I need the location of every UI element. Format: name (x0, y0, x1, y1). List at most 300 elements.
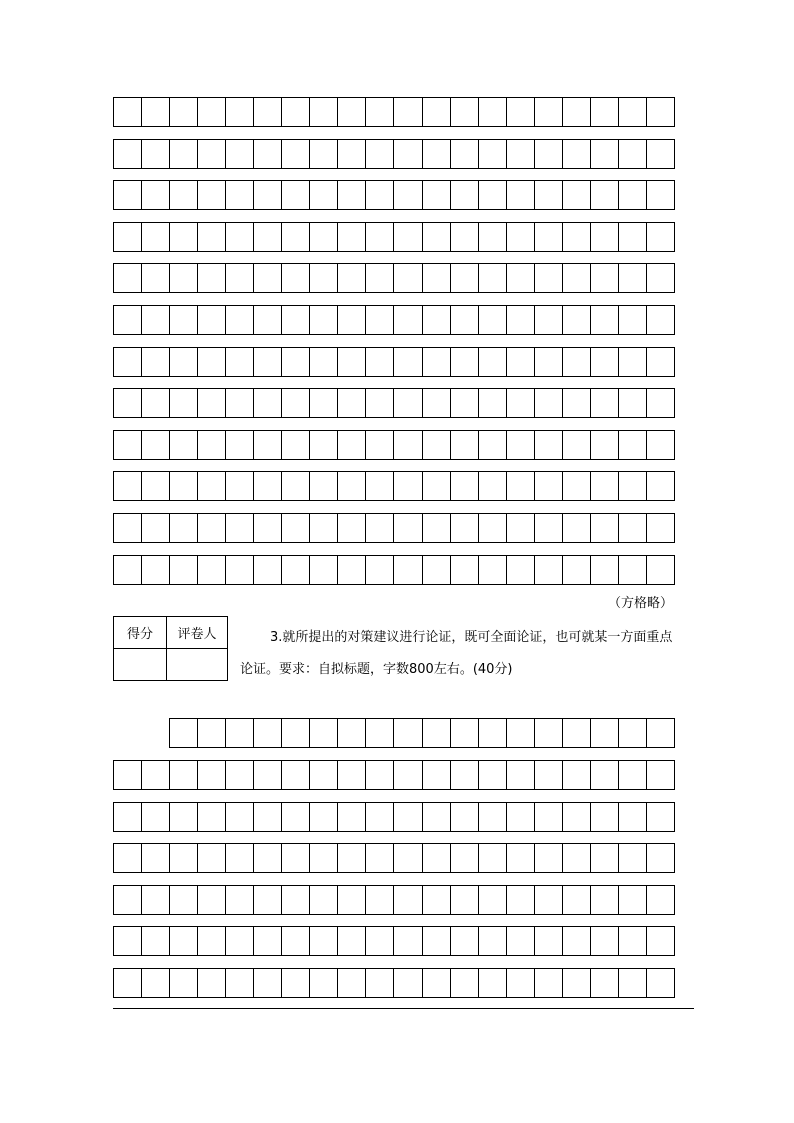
grid-cell[interactable] (113, 180, 142, 210)
grid-cell[interactable] (365, 222, 394, 252)
grid-cell[interactable] (281, 347, 310, 377)
grid-cell[interactable] (646, 885, 675, 915)
grid-cell[interactable] (113, 139, 142, 169)
grid-cell[interactable] (141, 843, 170, 873)
grid-cell[interactable] (534, 139, 563, 169)
grid-cell[interactable] (478, 180, 507, 210)
grid-cell[interactable] (253, 222, 282, 252)
grid-cell[interactable] (113, 926, 142, 956)
grid-cell[interactable] (309, 97, 338, 127)
grid-cell[interactable] (281, 471, 310, 501)
grid-cell[interactable] (450, 139, 479, 169)
grid-cell[interactable] (422, 471, 451, 501)
grid-cell[interactable] (365, 718, 394, 748)
grid-cell[interactable] (618, 760, 647, 790)
grid-cell[interactable] (225, 347, 254, 377)
grid-cell[interactable] (590, 222, 619, 252)
grid-cell[interactable] (618, 180, 647, 210)
grid-cell[interactable] (337, 97, 366, 127)
grid-cell[interactable] (618, 802, 647, 832)
grid-cell[interactable] (169, 718, 198, 748)
grid-cell[interactable] (534, 471, 563, 501)
grid-cell[interactable] (253, 968, 282, 998)
grid-cell[interactable] (562, 388, 591, 418)
grid-cell[interactable] (562, 926, 591, 956)
grid-cell[interactable] (197, 263, 226, 293)
grid-cell[interactable] (365, 968, 394, 998)
grid-cell[interactable] (253, 760, 282, 790)
grid-cell[interactable] (169, 513, 198, 543)
grid-cell[interactable] (646, 305, 675, 335)
grid-cell[interactable] (337, 347, 366, 377)
grid-cell[interactable] (506, 513, 535, 543)
grid-cell[interactable] (309, 802, 338, 832)
grid-cell[interactable] (618, 305, 647, 335)
grid-cell[interactable] (450, 760, 479, 790)
grid-cell[interactable] (393, 139, 422, 169)
grid-cell[interactable] (478, 430, 507, 460)
grid-cell[interactable] (450, 513, 479, 543)
grid-cell[interactable] (197, 968, 226, 998)
grid-cell[interactable] (253, 97, 282, 127)
grid-cell[interactable] (365, 305, 394, 335)
grid-cell[interactable] (562, 180, 591, 210)
grid-cell[interactable] (141, 885, 170, 915)
grid-cell[interactable] (365, 430, 394, 460)
grid-cell[interactable] (422, 388, 451, 418)
grid-cell[interactable] (393, 926, 422, 956)
grid-cell[interactable] (365, 555, 394, 585)
grid-cell[interactable] (478, 555, 507, 585)
grid-cell[interactable] (337, 760, 366, 790)
grid-cell[interactable] (393, 968, 422, 998)
grid-cell[interactable] (365, 139, 394, 169)
grid-cell[interactable] (422, 926, 451, 956)
grid-cell[interactable] (450, 97, 479, 127)
grid-cell[interactable] (365, 513, 394, 543)
grid-cell[interactable] (393, 718, 422, 748)
grid-cell[interactable] (534, 347, 563, 377)
grid-cell[interactable] (337, 305, 366, 335)
grid-cell[interactable] (562, 305, 591, 335)
grid-cell[interactable] (562, 760, 591, 790)
grid-cell[interactable] (646, 718, 675, 748)
grid-cell[interactable] (450, 718, 479, 748)
grid-cell[interactable] (141, 388, 170, 418)
grid-cell[interactable] (422, 263, 451, 293)
grid-cell[interactable] (590, 263, 619, 293)
grid-cell[interactable] (253, 513, 282, 543)
grid-cell[interactable] (590, 843, 619, 873)
grid-cell[interactable] (141, 180, 170, 210)
grid-cell[interactable] (337, 180, 366, 210)
grid-cell[interactable] (450, 843, 479, 873)
grid-cell[interactable] (197, 926, 226, 956)
grid-cell[interactable] (365, 885, 394, 915)
grid-cell[interactable] (309, 139, 338, 169)
grid-cell[interactable] (562, 222, 591, 252)
grid-cell[interactable] (646, 926, 675, 956)
grid-cell[interactable] (169, 305, 198, 335)
grid-cell[interactable] (450, 347, 479, 377)
grid-cell[interactable] (169, 97, 198, 127)
grid-cell[interactable] (225, 718, 254, 748)
grid-cell[interactable] (450, 222, 479, 252)
grid-cell[interactable] (506, 718, 535, 748)
grid-cell[interactable] (253, 139, 282, 169)
grid-cell[interactable] (450, 968, 479, 998)
grid-cell[interactable] (141, 430, 170, 460)
grid-cell[interactable] (562, 263, 591, 293)
grid-cell[interactable] (534, 843, 563, 873)
grid-cell[interactable] (562, 139, 591, 169)
grid-cell[interactable] (225, 180, 254, 210)
grid-cell[interactable] (646, 388, 675, 418)
grid-cell[interactable] (393, 305, 422, 335)
grid-cell[interactable] (422, 347, 451, 377)
grid-cell[interactable] (225, 263, 254, 293)
grid-cell[interactable] (169, 180, 198, 210)
grid-cell[interactable] (618, 513, 647, 543)
grid-cell[interactable] (506, 222, 535, 252)
grid-cell[interactable] (590, 388, 619, 418)
grid-cell[interactable] (169, 802, 198, 832)
grid-cell[interactable] (225, 471, 254, 501)
grid-cell[interactable] (478, 305, 507, 335)
grid-cell[interactable] (646, 139, 675, 169)
grid-cell[interactable] (562, 718, 591, 748)
grid-cell[interactable] (422, 222, 451, 252)
grid-cell[interactable] (113, 843, 142, 873)
grid-cell[interactable] (618, 347, 647, 377)
grid-cell[interactable] (365, 802, 394, 832)
grid-cell[interactable] (197, 139, 226, 169)
grid-cell[interactable] (225, 802, 254, 832)
grid-cell[interactable] (618, 222, 647, 252)
grid-cell[interactable] (422, 718, 451, 748)
grid-cell[interactable] (309, 760, 338, 790)
grid-cell[interactable] (197, 760, 226, 790)
grid-cell[interactable] (309, 968, 338, 998)
grid-cell[interactable] (534, 388, 563, 418)
grid-cell[interactable] (646, 471, 675, 501)
grid-cell[interactable] (618, 471, 647, 501)
grid-cell[interactable] (309, 305, 338, 335)
grid-cell[interactable] (253, 926, 282, 956)
grid-cell[interactable] (113, 263, 142, 293)
grid-cell[interactable] (590, 305, 619, 335)
grid-cell[interactable] (506, 802, 535, 832)
grid-cell[interactable] (422, 968, 451, 998)
grid-cell[interactable] (197, 555, 226, 585)
grid-cell[interactable] (618, 968, 647, 998)
grid-cell[interactable] (225, 843, 254, 873)
grid-cell[interactable] (225, 555, 254, 585)
grid-cell[interactable] (618, 926, 647, 956)
grid-cell[interactable] (393, 471, 422, 501)
grid-cell[interactable] (309, 926, 338, 956)
grid-cell[interactable] (337, 513, 366, 543)
grid-cell[interactable] (225, 222, 254, 252)
grid-cell[interactable] (169, 968, 198, 998)
grid-cell[interactable] (422, 139, 451, 169)
grid-cell[interactable] (169, 885, 198, 915)
grid-cell[interactable] (393, 760, 422, 790)
grid-cell[interactable] (337, 968, 366, 998)
grid-cell[interactable] (337, 388, 366, 418)
grid-cell[interactable] (534, 760, 563, 790)
grid-cell[interactable] (309, 555, 338, 585)
grid-cell[interactable] (141, 347, 170, 377)
grid-cell[interactable] (225, 885, 254, 915)
grid-cell[interactable] (113, 97, 142, 127)
grid-cell[interactable] (141, 513, 170, 543)
grid-cell[interactable] (281, 139, 310, 169)
grid-cell[interactable] (281, 843, 310, 873)
grid-cell[interactable] (478, 760, 507, 790)
grid-cell[interactable] (393, 430, 422, 460)
grid-cell[interactable] (169, 843, 198, 873)
grid-cell[interactable] (281, 555, 310, 585)
grid-cell[interactable] (281, 97, 310, 127)
grid-cell[interactable] (422, 760, 451, 790)
grid-cell[interactable] (478, 843, 507, 873)
grid-cell[interactable] (646, 430, 675, 460)
grid-cell[interactable] (309, 263, 338, 293)
grid-cell[interactable] (618, 263, 647, 293)
grid-cell[interactable] (562, 968, 591, 998)
grid-cell[interactable] (169, 760, 198, 790)
grid-cell[interactable] (478, 718, 507, 748)
grid-cell[interactable] (253, 263, 282, 293)
grid-cell[interactable] (590, 555, 619, 585)
grid-cell[interactable] (646, 222, 675, 252)
grid-cell[interactable] (422, 555, 451, 585)
grid-cell[interactable] (281, 968, 310, 998)
grid-cell[interactable] (197, 471, 226, 501)
grid-cell[interactable] (169, 471, 198, 501)
grid-cell[interactable] (281, 430, 310, 460)
grid-cell[interactable] (169, 263, 198, 293)
grid-cell[interactable] (478, 139, 507, 169)
grid-cell[interactable] (337, 222, 366, 252)
grid-cell[interactable] (422, 513, 451, 543)
grid-cell[interactable] (646, 347, 675, 377)
grid-cell[interactable] (534, 968, 563, 998)
grid-cell[interactable] (450, 885, 479, 915)
grid-cell[interactable] (365, 97, 394, 127)
grid-cell[interactable] (478, 802, 507, 832)
grid-cell[interactable] (365, 760, 394, 790)
grid-cell[interactable] (506, 926, 535, 956)
grid-cell[interactable] (309, 843, 338, 873)
grid-cell[interactable] (113, 222, 142, 252)
grid-cell[interactable] (618, 388, 647, 418)
grid-cell[interactable] (506, 180, 535, 210)
grid-cell[interactable] (422, 802, 451, 832)
grid-cell[interactable] (478, 388, 507, 418)
grid-cell[interactable] (534, 222, 563, 252)
grid-cell[interactable] (618, 555, 647, 585)
grid-cell[interactable] (281, 885, 310, 915)
grid-cell[interactable] (281, 305, 310, 335)
grid-cell[interactable] (478, 222, 507, 252)
grid-cell[interactable] (534, 180, 563, 210)
grid-cell[interactable] (253, 347, 282, 377)
grid-cell[interactable] (506, 263, 535, 293)
grid-cell[interactable] (141, 139, 170, 169)
grid-cell[interactable] (253, 305, 282, 335)
grid-cell[interactable] (646, 760, 675, 790)
grid-cell[interactable] (646, 968, 675, 998)
grid-cell[interactable] (253, 718, 282, 748)
grid-cell[interactable] (590, 802, 619, 832)
grid-cell[interactable] (225, 513, 254, 543)
grid-cell[interactable] (478, 513, 507, 543)
grid-cell[interactable] (169, 222, 198, 252)
grid-cell[interactable] (113, 305, 142, 335)
grid-cell[interactable] (534, 926, 563, 956)
grid-cell[interactable] (590, 347, 619, 377)
grid-cell[interactable] (590, 718, 619, 748)
grid-cell[interactable] (646, 513, 675, 543)
grid-cell[interactable] (506, 97, 535, 127)
grid-cell[interactable] (534, 263, 563, 293)
grid-cell[interactable] (365, 471, 394, 501)
grid-cell[interactable] (309, 180, 338, 210)
grid-cell[interactable] (590, 926, 619, 956)
grid-cell[interactable] (393, 555, 422, 585)
grid-cell[interactable] (337, 843, 366, 873)
grid-cell[interactable] (281, 802, 310, 832)
grid-cell[interactable] (422, 305, 451, 335)
grid-cell[interactable] (393, 513, 422, 543)
grid-cell[interactable] (618, 843, 647, 873)
grid-cell[interactable] (534, 430, 563, 460)
grid-cell[interactable] (113, 347, 142, 377)
grid-cell[interactable] (562, 555, 591, 585)
grid-cell[interactable] (478, 471, 507, 501)
grid-cell[interactable] (646, 802, 675, 832)
grid-cell[interactable] (309, 471, 338, 501)
grid-cell[interactable] (562, 97, 591, 127)
grid-cell[interactable] (450, 471, 479, 501)
grid-cell[interactable] (534, 305, 563, 335)
grid-cell[interactable] (365, 180, 394, 210)
grid-cell[interactable] (281, 263, 310, 293)
grid-cell[interactable] (281, 222, 310, 252)
grid-cell[interactable] (225, 139, 254, 169)
grid-cell[interactable] (197, 430, 226, 460)
grid-cell[interactable] (141, 305, 170, 335)
grid-cell[interactable] (562, 347, 591, 377)
grid-cell[interactable] (197, 388, 226, 418)
grid-cell[interactable] (646, 555, 675, 585)
grid-cell[interactable] (422, 885, 451, 915)
grid-cell[interactable] (113, 968, 142, 998)
grid-cell[interactable] (450, 388, 479, 418)
grid-cell[interactable] (450, 802, 479, 832)
grid-cell[interactable] (169, 139, 198, 169)
grid-cell[interactable] (281, 926, 310, 956)
grid-cell[interactable] (253, 180, 282, 210)
grid-cell[interactable] (113, 430, 142, 460)
grid-cell[interactable] (337, 139, 366, 169)
grid-cell[interactable] (365, 843, 394, 873)
grid-cell[interactable] (281, 388, 310, 418)
grid-cell[interactable] (365, 388, 394, 418)
grid-cell[interactable] (393, 843, 422, 873)
grid-cell[interactable] (646, 843, 675, 873)
grid-cell[interactable] (197, 97, 226, 127)
grid-cell[interactable] (197, 222, 226, 252)
grid-cell[interactable] (141, 555, 170, 585)
grid-cell[interactable] (197, 305, 226, 335)
grid-cell[interactable] (562, 885, 591, 915)
grid-cell[interactable] (197, 802, 226, 832)
grid-cell[interactable] (197, 513, 226, 543)
score-cell[interactable] (114, 649, 167, 681)
grid-cell[interactable] (169, 430, 198, 460)
grid-cell[interactable] (562, 430, 591, 460)
grid-cell[interactable] (141, 222, 170, 252)
grid-cell[interactable] (337, 555, 366, 585)
grid-cell[interactable] (478, 263, 507, 293)
grid-cell[interactable] (309, 347, 338, 377)
grid-cell[interactable] (646, 263, 675, 293)
grid-cell[interactable] (618, 97, 647, 127)
grid-cell[interactable] (562, 843, 591, 873)
grid-cell[interactable] (253, 802, 282, 832)
grid-cell[interactable] (393, 222, 422, 252)
grid-cell[interactable] (393, 263, 422, 293)
grid-cell[interactable] (590, 471, 619, 501)
grid-cell[interactable] (337, 926, 366, 956)
grid-cell[interactable] (337, 718, 366, 748)
grid-cell[interactable] (337, 471, 366, 501)
grid-cell[interactable] (113, 885, 142, 915)
grid-cell[interactable] (618, 885, 647, 915)
grid-cell[interactable] (309, 222, 338, 252)
grid-cell[interactable] (534, 802, 563, 832)
grid-cell[interactable] (337, 802, 366, 832)
grid-cell[interactable] (141, 263, 170, 293)
grid-cell[interactable] (618, 718, 647, 748)
grid-cell[interactable] (225, 97, 254, 127)
grid-cell[interactable] (169, 388, 198, 418)
grid-cell[interactable] (562, 471, 591, 501)
grid-cell[interactable] (478, 347, 507, 377)
grid-cell[interactable] (141, 968, 170, 998)
grid-cell[interactable] (337, 263, 366, 293)
grid-cell[interactable] (562, 513, 591, 543)
grid-cell[interactable] (534, 513, 563, 543)
grid-cell[interactable] (365, 926, 394, 956)
grid-cell[interactable] (590, 885, 619, 915)
reviewer-cell[interactable] (167, 649, 228, 681)
grid-cell[interactable] (169, 926, 198, 956)
grid-cell[interactable] (113, 760, 142, 790)
grid-cell[interactable] (562, 802, 591, 832)
grid-cell[interactable] (450, 305, 479, 335)
grid-cell[interactable] (506, 760, 535, 790)
grid-cell[interactable] (113, 555, 142, 585)
grid-cell[interactable] (225, 305, 254, 335)
grid-cell[interactable] (141, 926, 170, 956)
grid-cell[interactable] (450, 180, 479, 210)
grid-cell[interactable] (506, 388, 535, 418)
grid-cell[interactable] (506, 347, 535, 377)
